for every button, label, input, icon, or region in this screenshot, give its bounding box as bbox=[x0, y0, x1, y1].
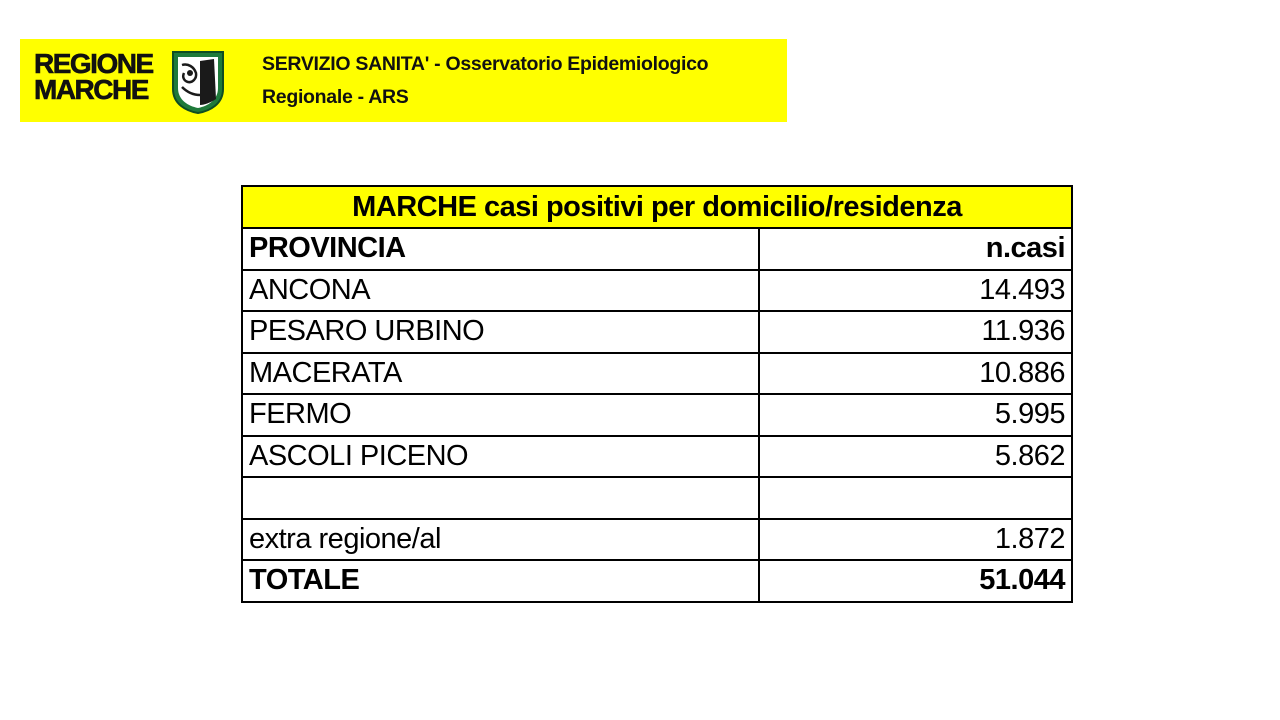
casi-cell: 5.995 bbox=[759, 394, 1072, 436]
table-title-row bbox=[242, 186, 1072, 228]
column-header-casi: n.casi bbox=[759, 228, 1072, 270]
provincia-cell: PESARO URBINO bbox=[242, 311, 759, 353]
table-row bbox=[242, 270, 1072, 312]
provincia-cell: MACERATA bbox=[242, 353, 759, 395]
casi-cell: 11.936 bbox=[759, 311, 1072, 353]
table-row bbox=[242, 353, 1072, 395]
casi-cell bbox=[759, 477, 1072, 519]
provincia-cell bbox=[242, 477, 759, 519]
table-header-row bbox=[242, 228, 1072, 270]
header-title-line1: SERVIZIO SANITA' - Osservatorio Epidemiologico bbox=[262, 53, 709, 75]
column-header-provincia: PROVINCIA bbox=[242, 228, 759, 270]
logo-line2: MARCHE bbox=[34, 74, 148, 105]
table-total-row bbox=[242, 560, 1072, 602]
total-label: TOTALE bbox=[242, 560, 759, 602]
casi-cell: 14.493 bbox=[759, 270, 1072, 312]
provincia-cell: FERMO bbox=[242, 394, 759, 436]
header-title-line2: Regionale - ARS bbox=[262, 86, 409, 108]
casi-cell: 10.886 bbox=[759, 353, 1072, 395]
table-row bbox=[242, 519, 1072, 561]
logo-text bbox=[34, 48, 153, 105]
casi-cell: 5.862 bbox=[759, 436, 1072, 478]
provincia-cell: ASCOLI PICENO bbox=[242, 436, 759, 478]
shield-icon bbox=[170, 49, 226, 115]
provincia-cell: ANCONA bbox=[242, 270, 759, 312]
table-title: MARCHE casi positivi per domicilio/residenza bbox=[242, 186, 1072, 228]
provincia-cell: extra regione/al bbox=[242, 519, 759, 561]
table-row-empty bbox=[242, 477, 1072, 519]
logo-line1: REGIONE bbox=[34, 48, 153, 79]
table-row bbox=[242, 436, 1072, 478]
table-row bbox=[242, 311, 1072, 353]
header-banner bbox=[20, 39, 787, 122]
header-title bbox=[262, 48, 708, 114]
cases-table bbox=[241, 185, 1073, 603]
casi-cell: 1.872 bbox=[759, 519, 1072, 561]
table-row bbox=[242, 394, 1072, 436]
total-value: 51.044 bbox=[759, 560, 1072, 602]
regione-marche-logo bbox=[34, 49, 229, 115]
